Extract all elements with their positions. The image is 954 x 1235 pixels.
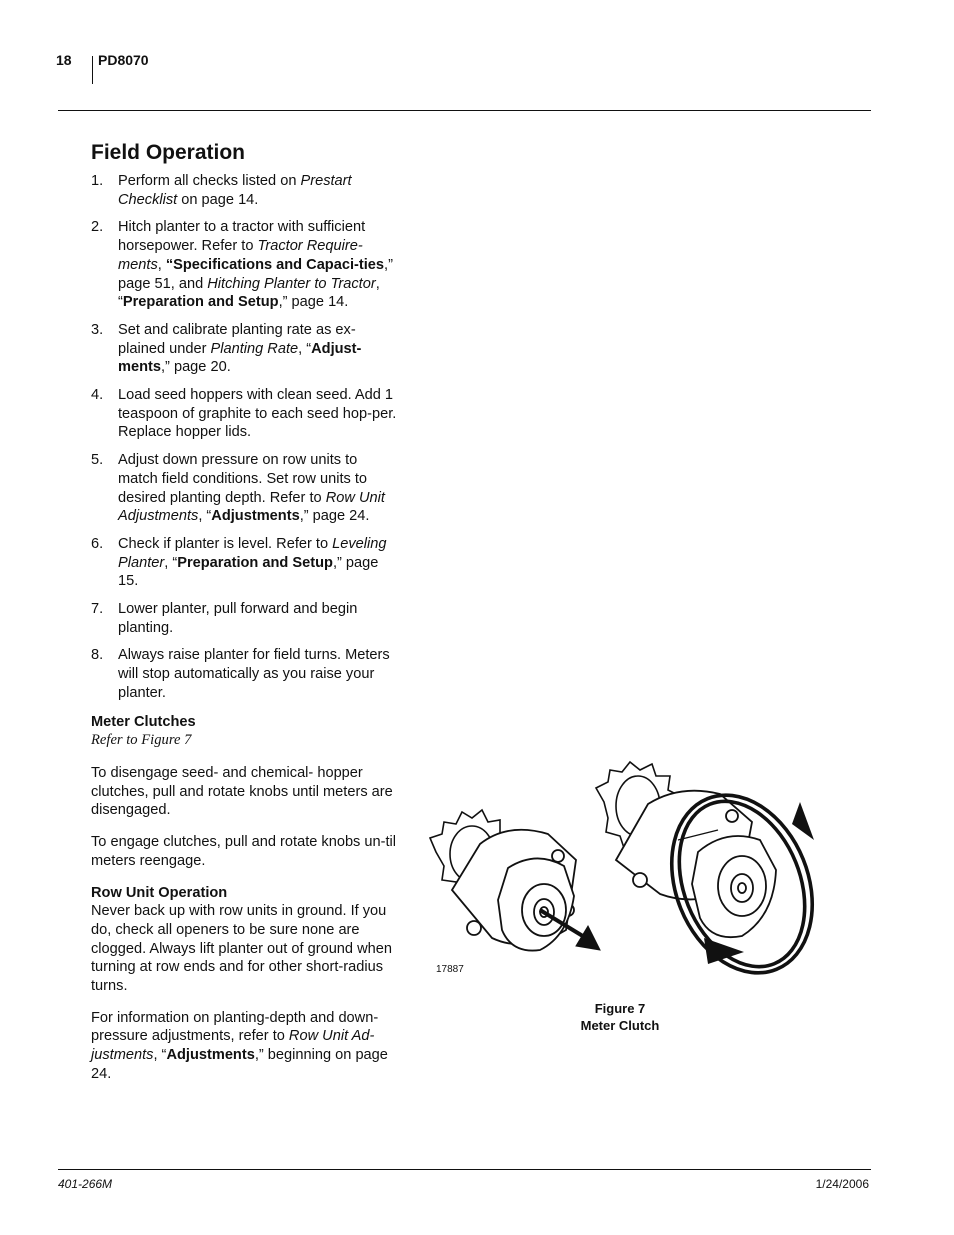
step-number: 5.: [91, 452, 104, 469]
step-item: [91, 321, 399, 377]
step-number: 8.: [91, 647, 104, 664]
header-divider: [92, 56, 93, 84]
step-text: Lower planter, pull forward and begin planting.: [118, 601, 358, 636]
step-text: Hitch planter to a tractor with sufficient horsepower. Refer to Tractor Require-ments, “Specifications and Capaci-ties,” page 51, and Hitching Planter to Tractor, “Preparation and Setup,” page 14.: [118, 219, 393, 311]
step-item: [91, 535, 399, 591]
footer-rule: [58, 1169, 871, 1170]
step-number: 2.: [91, 219, 104, 236]
meter-clutch-illustration: [408, 760, 828, 990]
main-column: [91, 140, 399, 1097]
engage-paragraph: To engage clutches, pull and rotate knobs un-til meters reengage.: [91, 834, 397, 869]
step-text: Perform all checks listed on Prestart Checklist on page 14.: [118, 173, 352, 208]
step-number: 4.: [91, 387, 104, 404]
step-text: Adjust down pressure on row units to match field conditions. Set row units to desired planting depth. Refer to Row Unit Adjustments, “Adjustments,” page 24.: [118, 452, 385, 525]
model-name: PD8070: [98, 52, 149, 68]
step-number: 3.: [91, 321, 104, 338]
step-item: [91, 646, 399, 702]
revision-date: 1/24/2006: [815, 1177, 869, 1191]
adjustments-reference-paragraph: For information on planting-depth and down-pressure adjustments, refer to Row Unit Ad-justments, “Adjustments,” beginning on page 24.: [91, 1009, 388, 1082]
step-item: [91, 600, 399, 637]
step-number: 7.: [91, 601, 104, 618]
figure-title: Meter Clutch: [580, 1018, 660, 1033]
figure-caption: [540, 1000, 700, 1034]
disengage-paragraph: To disengage seed- and chemical- hopper clutches, pull and rotate knobs until meters are disengaged.: [91, 764, 393, 819]
row-unit-heading: Row Unit Operation: [91, 884, 228, 901]
step-number: 6.: [91, 535, 104, 552]
step-item: [91, 386, 399, 442]
step-item: [91, 172, 399, 209]
document-number: 401-266M: [58, 1177, 113, 1191]
left-knob: [498, 858, 574, 950]
header-rule: [58, 110, 871, 111]
step-list: [91, 172, 399, 703]
step-text: Check if planter is level. Refer to Leveling Planter, “Preparation and Setup,” page 15.: [118, 535, 387, 590]
page-number: 18: [56, 52, 72, 68]
step-text: Set and calibrate planting rate as ex-plained under Planting Rate, “Adjust-ments,” page 20.: [118, 321, 362, 376]
figure-label: Figure 7: [594, 1001, 646, 1016]
right-knob: [692, 836, 776, 937]
art-number: 17887: [436, 964, 464, 975]
figure-reference: Refer to Figure 7: [91, 732, 192, 749]
step-text: Load seed hoppers with clean seed. Add 1 teaspoon of graphite to each seed hop-per. Replace hopper lids.: [118, 387, 397, 441]
step-text: Always raise planter for field turns. Meters will stop automatically as you raise your planter.: [118, 647, 390, 701]
section-title: Field Operation: [91, 141, 246, 164]
meter-clutches-heading: Meter Clutches: [91, 713, 196, 730]
step-item: [91, 451, 399, 526]
row-unit-paragraph: Never back up with row units in ground. If you do, check all openers to be sure none are clogged. Always lift planter out of ground when turning at row ends and for other short-radius turns.: [91, 903, 392, 995]
step-item: [91, 218, 399, 312]
step-number: 1.: [91, 173, 104, 189]
